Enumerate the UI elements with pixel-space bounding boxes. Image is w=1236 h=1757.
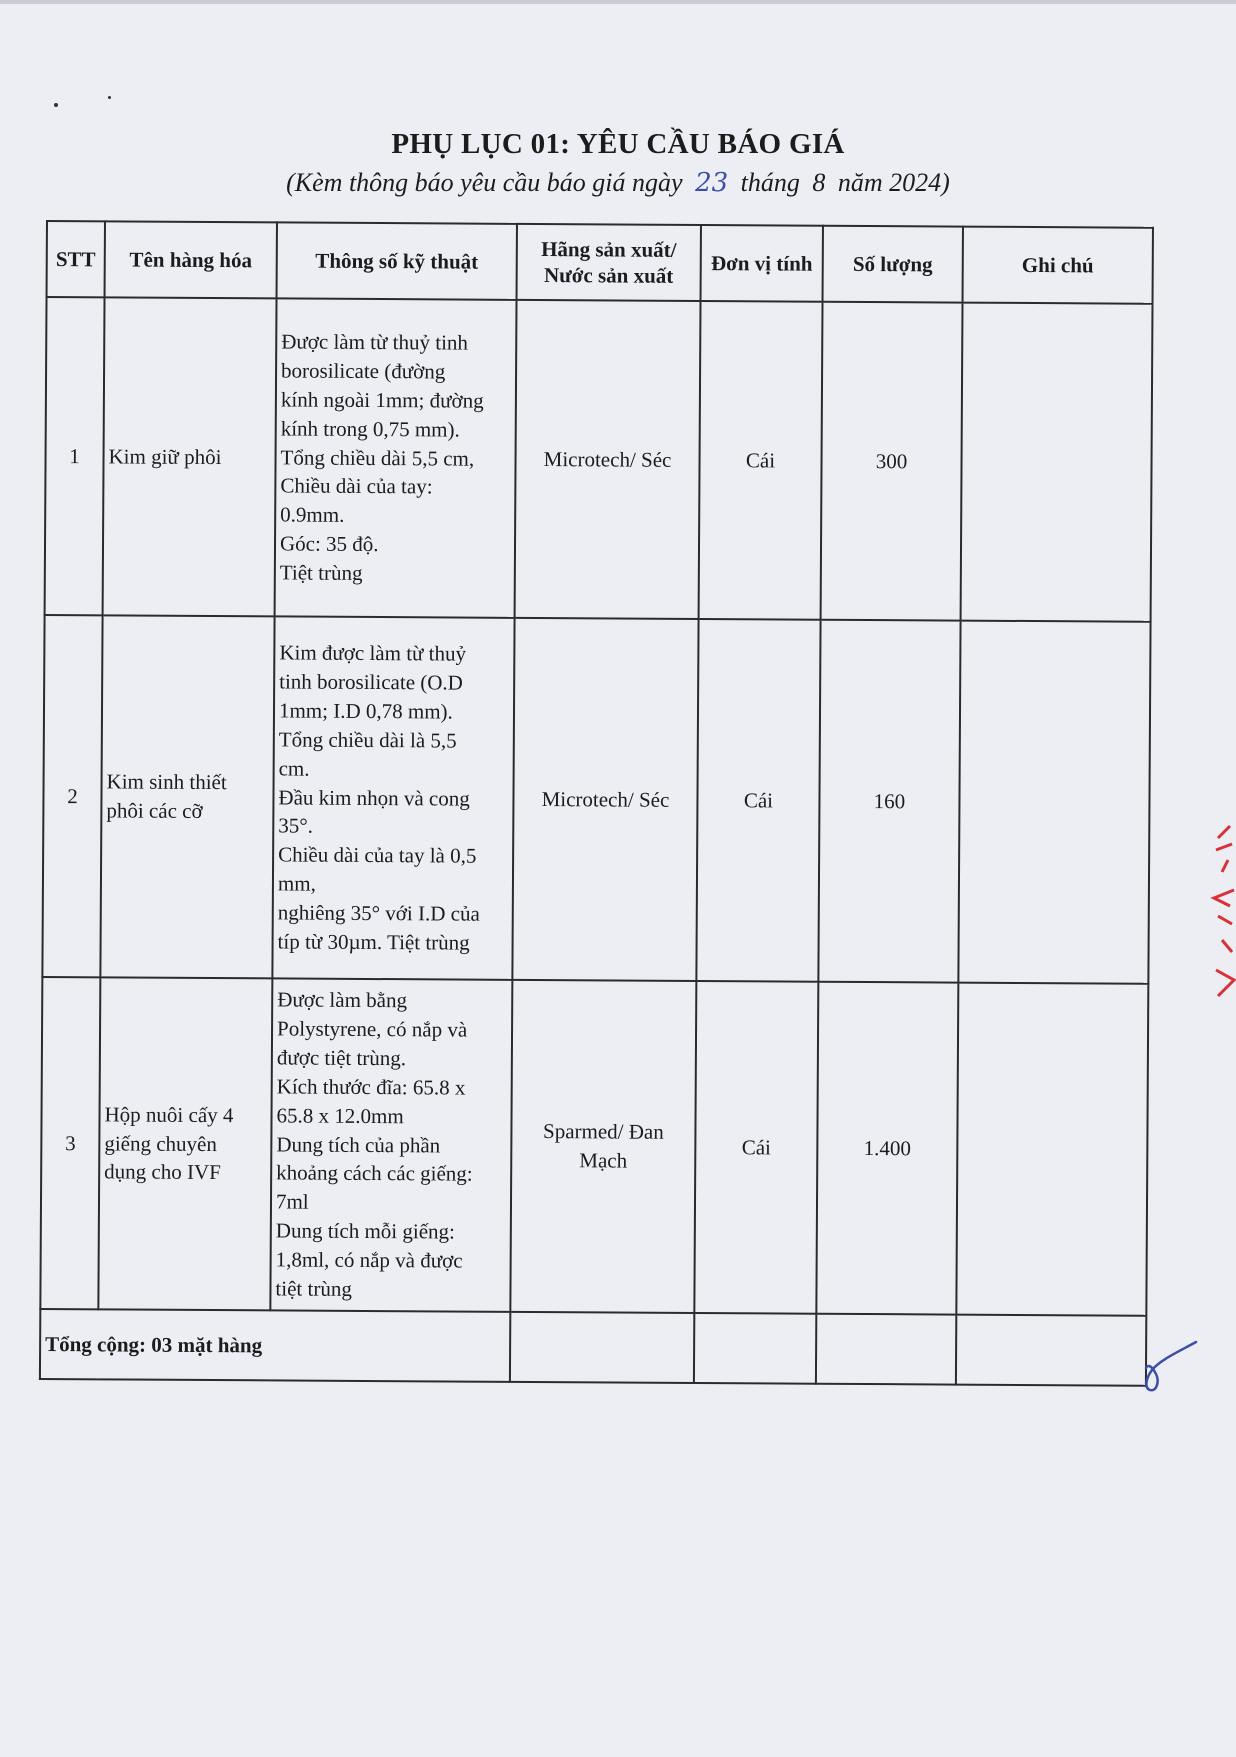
cell-spec: Được làm từ thuỷ tinh borosilicate (đường kính ngoài 1mm; đường kính trong 0,75 mm). Tổng chiều dài 5,5 cm, Chiều dài của tay: 0.9mm. Góc: 35 độ. Tiệt trùng (275, 298, 517, 617)
total-cell-maker (510, 1312, 694, 1383)
cell-name: Kim giữ phôi (103, 297, 277, 616)
cell-unit: Cái (699, 301, 823, 620)
cell-qty: 300 (821, 302, 963, 621)
table-header-row (47, 221, 1153, 304)
cell-note (956, 983, 1148, 1316)
scan-speck (108, 96, 111, 99)
table-total-row (40, 1309, 1146, 1386)
subtitle-day-handwritten: 23 (695, 168, 729, 198)
total-cell-qty (816, 1314, 956, 1385)
table-row (45, 297, 1153, 622)
subtitle-year: năm 2024) (837, 168, 950, 197)
cell-name: Hộp nuôi cấy 4 giếng chuyên dụng cho IVF (98, 977, 272, 1310)
subtitle-month-label: tháng (740, 168, 800, 197)
table-row (40, 977, 1148, 1316)
total-cell-note (956, 1315, 1146, 1386)
column-header-qty: Số lượng (823, 226, 963, 303)
total-label: Tổng cộng: 03 mặt hàng (40, 1309, 510, 1382)
table-row (42, 615, 1150, 984)
column-header-stt: STT (47, 221, 105, 297)
page-subtitle (0, 168, 1236, 198)
column-header-unit: Đơn vị tính (701, 225, 823, 302)
cell-stt: 2 (42, 615, 102, 977)
handwritten-signature (1138, 1338, 1198, 1394)
scan-edge (0, 0, 1236, 4)
cell-maker: Microtech/ Séc (512, 618, 698, 981)
cell-note (958, 621, 1150, 984)
column-header-spec: Thông số kỹ thuật (277, 222, 517, 299)
column-header-name: Tên hàng hóa (105, 221, 277, 298)
column-header-maker: Hãng sản xuất/ Nước sản xuất (517, 224, 701, 301)
cell-name: Kim sinh thiết phôi các cỡ (100, 615, 274, 978)
cell-spec: Được làm bằng Polystyrene, có nắp và được tiệt trùng. Kích thước đĩa: 65.8 x 65.8 x 12.0mm Dung tích của phần khoảng cách các giếng: 7ml Dung tích mỗi giếng: 1,8ml, có nắp và được tiệt trùng (270, 978, 512, 1311)
cell-spec: Kim được làm từ thuỷ tinh borosilicate (O.D 1mm; I.D 0,78 mm). Tổng chiều dài là 5,5 cm. Đầu kim nhọn và cong 35°. Chiều dài của tay là 0,5 mm, nghiêng 35° với I.D của típ từ 30µm. Tiệt trùng (272, 616, 514, 979)
cell-maker: Sparmed/ Đan Mạch (510, 980, 696, 1313)
subtitle-month: 8 (812, 168, 826, 197)
page-title: PHỤ LỤC 01: YÊU CẦU BÁO GIÁ (391, 128, 845, 160)
column-header-note: Ghi chú (963, 227, 1153, 304)
red-stamp-fragment (1208, 820, 1236, 1010)
cell-maker: Microtech/ Séc (515, 300, 701, 619)
cell-qty: 1.400 (816, 982, 958, 1315)
cell-stt: 3 (40, 977, 100, 1309)
cell-stt: 1 (45, 297, 105, 615)
total-cell-unit (694, 1313, 816, 1384)
subtitle-prefix: (Kèm thông báo yêu cầu báo giá ngày (286, 168, 683, 197)
cell-unit: Cái (694, 981, 818, 1314)
cell-note (961, 303, 1153, 622)
scan-speck (54, 103, 58, 107)
cell-unit: Cái (696, 619, 820, 982)
cell-qty: 160 (818, 620, 960, 983)
quotation-table (39, 220, 1154, 1387)
